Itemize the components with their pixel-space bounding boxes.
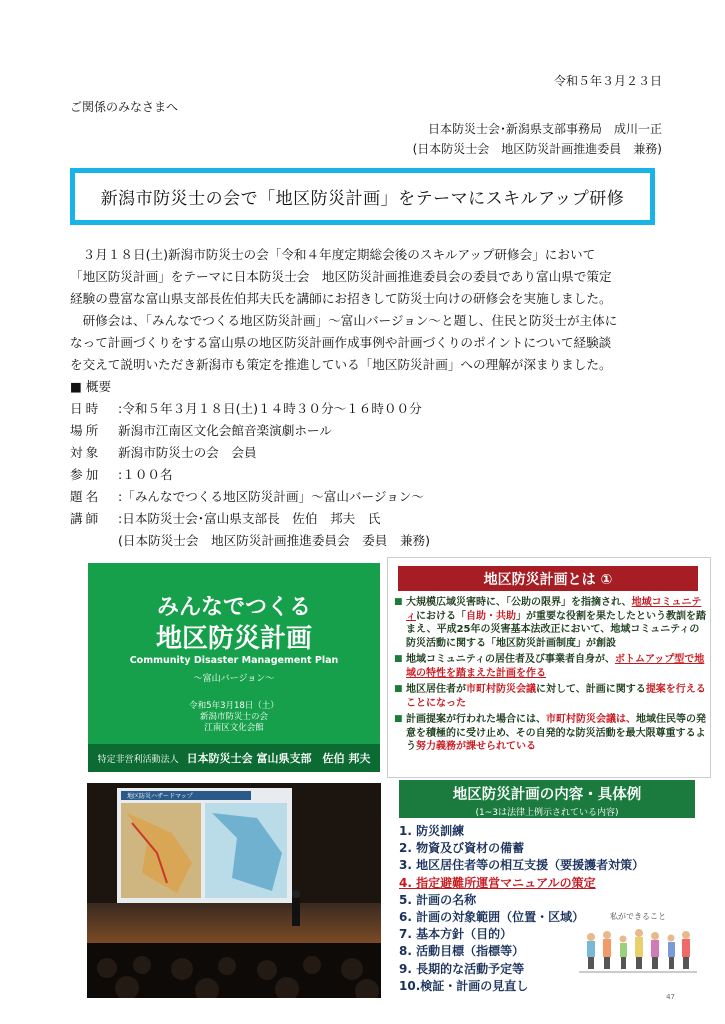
contents-subtitle: (1~3は法律上例示されている内容) <box>475 808 619 818</box>
overview-row <box>70 398 660 420</box>
cover-title-line1: みんなでつくる <box>156 595 311 620</box>
row-value: 新潟市江南区文化会館音楽演劇ホール <box>118 423 332 438</box>
contents-item: 8. 活動目標（指標等） <box>399 944 525 959</box>
about-item: ■ 大規模広域災害時に、「公助の限界」を指摘され、地域コミュニティにおける「自助・共助」が重要な役割を果たしたという教訓を踏まえ、平成25年の災害基本法改正において、地域コミュニティの防災活動に関する「地区防災計画制度」が創設 <box>394 596 706 650</box>
illus-title: 私ができること <box>610 912 666 921</box>
about-item: ■ 地区居住者が市町村防災会議に対して、計画に関する提案を行えることになった <box>394 683 706 710</box>
greeting: ご関係のみなさまへ <box>70 100 179 114</box>
row-label: 題名 <box>70 489 102 504</box>
row-value: 新潟市防災士の会 会員 <box>118 445 257 460</box>
cover-event-info <box>88 701 380 734</box>
contents-item: 3. 地区居住者等の相互支援（要援護者対策） <box>399 858 645 873</box>
people-illustration <box>579 909 697 989</box>
lecturer-note: (日本防災士会 地区防災計画推進委員会 委員 兼務) <box>118 533 431 548</box>
contents-item: 1. 防災訓練 <box>399 824 465 838</box>
cover-title-line2: 地区防災計画 <box>155 624 312 654</box>
row-label: 講師 <box>70 511 102 526</box>
overview-row <box>70 486 660 508</box>
about-items <box>394 596 706 757</box>
body-line: ３月１８日(土)新潟市防災士の会「令和４年度定期総会後のスキルアップ研修会」において <box>70 247 596 262</box>
title-text: 新潟市防災士の会で「地区防災計画」をテーマにスキルアップ研修 <box>100 189 625 209</box>
cover-footer-small: 特定非営利活動法人 <box>97 754 179 765</box>
overview-row <box>70 420 660 442</box>
overview-row <box>70 464 660 486</box>
row-label: 日時 <box>70 401 102 416</box>
cover-subtitle: ～富山バージョン～ <box>193 674 275 684</box>
overview-row <box>70 530 660 552</box>
body-line: 研修会は、「みんなでつくる地区防災計画」～富山バージョン～と題し、住民と防災士が主体に <box>70 313 618 328</box>
row-value: :令和５年３月１８日(土)１４時３０分～１６時００分 <box>118 401 422 416</box>
cover-footer-main: 日本防災士会 富山県支部 佐伯 邦夫 <box>186 752 371 765</box>
overview-row <box>70 442 660 464</box>
about-item: ■ 地域コミュニティの居住者及び事業者自身が、ボトムアップ型で地域の特性を踏まえた計画を作る <box>394 653 706 680</box>
body-line: なって計画づくりをする富山県の地区防災計画作成事例や計画づくりのポイントについて経験談 <box>70 335 612 350</box>
contents-item: 7. 基本方針（目的） <box>399 927 513 942</box>
sender-line-2: (日本防災士会 地区防災計画推進委員 兼務) <box>412 142 662 156</box>
document-title <box>70 168 655 225</box>
page-number: 47 <box>666 993 675 1001</box>
overview-section <box>70 376 660 552</box>
event-photo <box>87 783 381 998</box>
cover-event-org: 新潟市防災士の会 <box>199 712 268 722</box>
cover-slide <box>88 563 380 772</box>
overview-row <box>70 508 660 530</box>
contents-item: 6. 計画の対象範囲（位置・区域） <box>399 910 585 925</box>
row-value: :日本防災士会･富山県支部長 佐伯 邦夫 氏 <box>118 511 381 526</box>
lecture-photo-illustration <box>87 783 381 998</box>
body-line: を交えて説明いただき新潟市も策定を推進している「地区防災計画」への理解が深まりました。 <box>70 357 612 372</box>
row-label: 場所 <box>70 423 102 438</box>
row-value: :１００名 <box>118 467 173 482</box>
contents-item: 5. 計画の名称 <box>399 892 477 907</box>
contents-slide <box>387 778 711 1003</box>
cover-event-place: 江南区文化会館 <box>204 723 264 733</box>
overview-heading: ■ 概要 <box>70 379 112 394</box>
cover-event-date: 令和5年3月18日（土） <box>189 701 279 711</box>
contents-item: 10.検証・計画の見直し <box>399 978 529 993</box>
cover-english: Community Disaster Management Plan <box>129 655 339 666</box>
contents-item: 9. 長期的な活動予定等 <box>399 961 525 976</box>
contents-title: 地区防災計画の内容・具体例 <box>452 787 642 803</box>
row-value: :「みんなでつくる地区防災計画」～富山バージョン～ <box>118 489 424 504</box>
cover-footer <box>88 744 380 772</box>
contents-item: 2. 物資及び資材の備蓄 <box>399 841 525 856</box>
document-date: 令和５年３月２３日 <box>553 74 662 88</box>
about-item: ■ 計画提案が行われた場合には、市町村防災会議は、地域住民等の発意を積極的に受け止め、その自発的な防災活動を最大限尊重するよう努力義務が課せられている <box>394 713 706 754</box>
screen-title: 地区防災ハザードマップ <box>127 793 193 800</box>
contents-header <box>399 780 695 818</box>
row-label: 参加 <box>70 467 102 482</box>
body-line: 経験の豊富な富山県支部長佐伯邦夫氏を講師にお招きして防災士向けの研修会を実施しました。 <box>70 291 612 306</box>
about-slide <box>387 557 711 778</box>
contents-item: 4. 指定避難所運営マニュアルの策定 <box>399 875 596 890</box>
body-line: 「地区防災計画」をテーマに日本防災士会 地区防災計画推進委員会の委員であり富山県で策定 <box>70 269 612 284</box>
about-header: 地区防災計画とは ① <box>398 566 698 591</box>
row-label: 対象 <box>70 445 102 460</box>
body-text <box>70 244 660 376</box>
sender-line-1: 日本防災士会･新潟県支部事務局 成川一正 <box>427 122 662 136</box>
